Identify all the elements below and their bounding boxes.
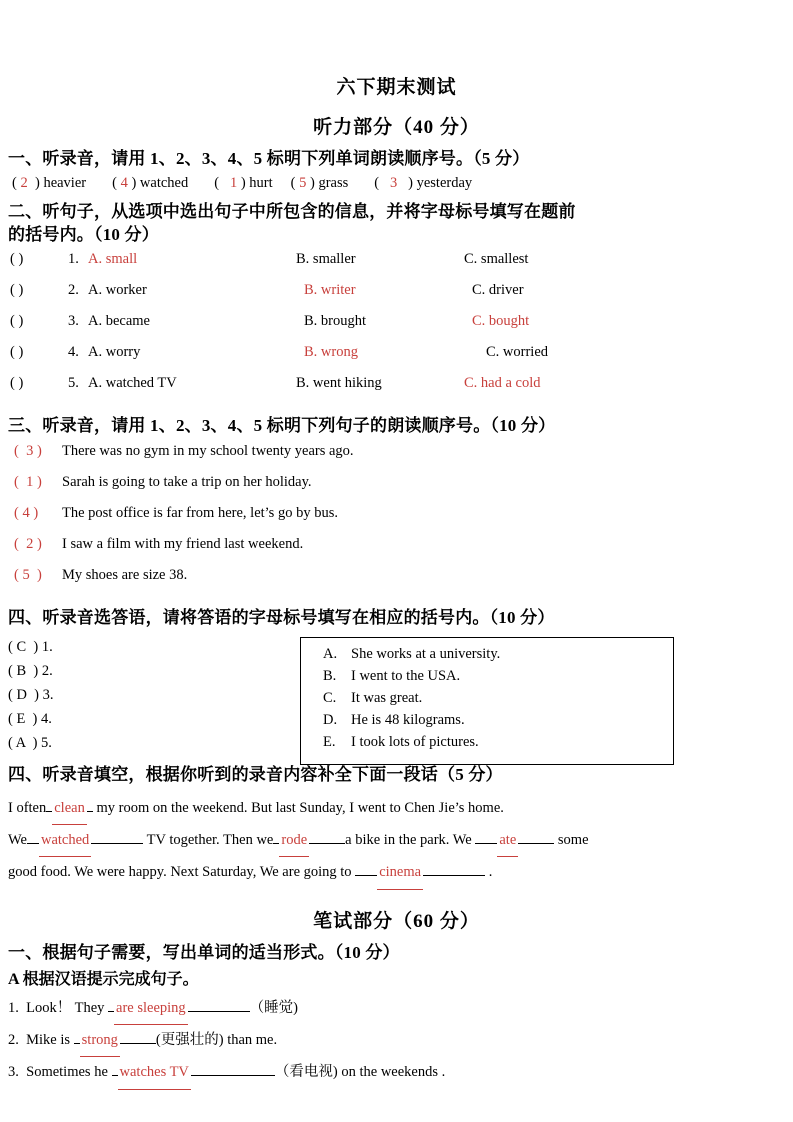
cloze-text: some — [557, 831, 589, 848]
question-text: Mike is — [26, 1032, 71, 1049]
section-1-heading: 一、听录音，请用 1、2、3、4、5 标明下列单词朗读顺序号。（5 分） — [8, 149, 530, 168]
mc-option-b[interactable]: B. writer — [304, 282, 356, 299]
word-item: ( 3 ) yesterday — [374, 175, 473, 192]
reply-option-letter: D. — [323, 712, 338, 729]
reply-option — [301, 690, 673, 712]
cloze-text: good food. We were happy. Next Saturday, We are going to — [8, 864, 352, 881]
section-4-heading: 四、听录音选答语，请将答语的字母标号填写在相应的括号内。（10 分） — [8, 607, 555, 627]
cloze-answer[interactable]: ate — [497, 825, 518, 857]
mc-row — [10, 375, 793, 406]
reply-option-letter: C. — [323, 690, 337, 707]
word-order-number: 3 — [390, 175, 398, 192]
section-2-heading-line-1: 二、听句子，从选项中选出句子中所包含的信息，并将字母标号填写在题前 — [8, 202, 576, 222]
order-parenthesis[interactable]: ( 2 ) — [14, 535, 42, 552]
mc-option-c[interactable]: C. bought — [472, 313, 530, 330]
mc-option-a[interactable]: A. became — [88, 313, 150, 330]
word-label: heavier — [43, 175, 87, 192]
cloze-paragraph — [0, 787, 793, 890]
order-sentence: There was no gym in my school twenty years ago. — [62, 442, 354, 459]
order-sentence: Sarah is going to take a trip on her holiday. — [62, 473, 312, 490]
order-parenthesis[interactable]: ( 4 ) — [14, 504, 39, 521]
cloze-text: TV together. Then we — [146, 831, 274, 848]
question-text: Sometimes he — [26, 1064, 108, 1081]
word-order-number: 4 — [120, 175, 128, 192]
order-parenthesis[interactable]: ( 3 ) — [14, 442, 42, 459]
page-title: 六下期末测试 — [336, 77, 457, 98]
mc-number: 4. — [68, 344, 79, 361]
answer-parenthesis[interactable]: ( ) — [10, 375, 24, 392]
reply-option — [301, 712, 673, 734]
written-section-heading: 一、根据句子需要，写出单词的适当形式。（10 分） — [8, 942, 400, 962]
cloze-line — [8, 793, 793, 825]
word-item: ( 4 ) watched — [112, 175, 189, 192]
listening-part-title: 听力部分（40 分） — [313, 117, 480, 138]
order-row — [14, 567, 793, 598]
reply-option-text: She works at a university. — [351, 646, 501, 663]
answer-parenthesis[interactable]: ( ) — [10, 344, 24, 361]
reply-option-letter: B. — [323, 668, 337, 685]
written-question-list — [0, 989, 793, 1090]
mc-number: 3. — [68, 313, 79, 330]
mc-option-c[interactable]: C. smallest — [464, 251, 529, 268]
section-3-heading: 三、听录音，请用 1、2、3、4、5 标明下列句子的朗读顺序号。（10 分） — [8, 416, 556, 436]
cloze-line — [8, 825, 793, 857]
reply-option-text: I went to the USA. — [351, 668, 461, 685]
order-parenthesis[interactable]: ( 5 ) — [14, 566, 42, 583]
word-order-number: 2 — [20, 175, 28, 192]
word-order-number: 1 — [229, 175, 238, 192]
reply-option — [301, 668, 673, 690]
cloze-text: I often — [8, 799, 47, 816]
section-2-options-list — [0, 246, 793, 406]
cloze-text: my room on the weekend. But last Sunday, I went to Chen Jie’s home. — [96, 799, 504, 816]
order-row — [14, 443, 793, 474]
cloze-text: a bike in the park. We — [345, 831, 472, 848]
question-hint: （看电视) on the weekends . — [274, 1064, 446, 1081]
reply-option-text: He is 48 kilograms. — [351, 712, 465, 729]
cloze-text: We — [8, 831, 27, 848]
reply-options-box — [300, 637, 674, 765]
question-hint: (更强壮的) than me. — [155, 1032, 278, 1049]
mc-option-c[interactable]: C. driver — [472, 282, 524, 299]
section-2-heading-line-2: 的括号内。（10 分） — [8, 224, 159, 244]
answer-parenthesis[interactable]: ( ) — [10, 251, 24, 268]
word-label: watched — [139, 175, 189, 192]
question-text: Look！ They — [26, 1000, 105, 1016]
question-answer[interactable]: watches TV — [118, 1057, 191, 1089]
word-item: ( 1 ) hurt — [214, 175, 273, 192]
answer-parenthesis[interactable]: ( ) — [10, 313, 24, 330]
word-item: ( 5 ) grass — [290, 175, 349, 192]
reply-option — [301, 734, 673, 756]
reply-option-text: It was great. — [351, 690, 423, 707]
mc-option-b[interactable]: B. wrong — [304, 344, 358, 361]
mc-row — [10, 251, 793, 282]
written-sub-heading: A 根据汉语提示完成句子。 — [8, 971, 199, 988]
mc-number: 2. — [68, 282, 79, 299]
order-sentence: My shoes are size 38. — [62, 566, 188, 583]
answer-parenthesis[interactable]: ( ) — [10, 282, 24, 299]
written-question — [8, 1057, 793, 1089]
reply-option — [301, 646, 673, 668]
order-sentence: I saw a film with my friend last weekend. — [62, 535, 304, 552]
mc-number: 5. — [68, 375, 79, 392]
mc-option-a[interactable]: A. watched TV — [88, 375, 177, 392]
reply-option-letter: A. — [323, 646, 338, 663]
mc-option-a[interactable]: A. small — [88, 251, 138, 268]
mc-option-b[interactable]: B. brought — [304, 313, 367, 330]
section-4-body — [0, 629, 793, 755]
mc-option-c[interactable]: C. worried — [486, 344, 549, 361]
order-sentence: The post office is far from here, let’s go by bus. — [62, 504, 338, 521]
question-answer[interactable]: are sleeping — [114, 993, 188, 1025]
order-parenthesis[interactable]: ( 1 ) — [14, 473, 42, 490]
section-3-sentence-list — [0, 438, 793, 598]
written-part-title: 笔试部分（60 分） — [313, 910, 480, 932]
cloze-line — [8, 857, 793, 889]
order-row — [14, 536, 793, 567]
written-question — [8, 993, 793, 1025]
mc-option-b[interactable]: B. went hiking — [296, 375, 382, 392]
reply-answer-row[interactable]: ( C ) 1. — [8, 639, 53, 656]
reply-option-letter: E. — [323, 734, 336, 751]
word-item: ( 2 ) heavier — [12, 175, 87, 192]
reply-answer-row[interactable]: ( E ) 4. — [8, 711, 52, 728]
word-label: grass — [318, 175, 349, 192]
word-label: yesterday — [416, 175, 473, 192]
section-5-heading: 四、听录音填空，根据你听到的录音内容补全下面一段话（5 分） — [8, 765, 503, 785]
cloze-answer[interactable]: rode — [279, 825, 309, 857]
mc-row — [10, 344, 793, 375]
section-2-heading — [0, 192, 793, 246]
word-label: hurt — [249, 175, 273, 192]
question-hint: （睡觉) — [249, 1000, 299, 1016]
question-number: 3. — [8, 1064, 19, 1081]
mc-option-a[interactable]: A. worker — [88, 282, 147, 299]
cloze-answer[interactable]: watched — [39, 825, 91, 857]
cloze-answer[interactable]: clean — [52, 793, 87, 825]
word-order-number: 5 — [299, 175, 307, 192]
question-number: 1. — [8, 1000, 19, 1016]
reply-option-text: I took lots of pictures. — [351, 734, 479, 751]
order-row — [14, 505, 793, 536]
written-question — [8, 1025, 793, 1057]
mc-row — [10, 313, 793, 344]
mc-number: 1. — [68, 251, 79, 268]
reply-answer-row[interactable]: ( D ) 3. — [8, 687, 54, 704]
reply-answer-row[interactable]: ( A ) 5. — [8, 735, 52, 752]
question-number: 2. — [8, 1032, 19, 1049]
mc-option-c[interactable]: C. had a cold — [464, 375, 541, 392]
question-answer[interactable]: strong — [80, 1025, 120, 1057]
cloze-answer[interactable]: cinema — [377, 857, 423, 889]
section-1-items — [0, 170, 793, 192]
order-row — [14, 474, 793, 505]
mc-option-a[interactable]: A. worry — [88, 344, 141, 361]
reply-answer-row[interactable]: ( B ) 2. — [8, 663, 53, 680]
mc-row — [10, 282, 793, 313]
mc-option-b[interactable]: B. smaller — [296, 251, 356, 268]
cloze-text: . — [488, 864, 493, 881]
